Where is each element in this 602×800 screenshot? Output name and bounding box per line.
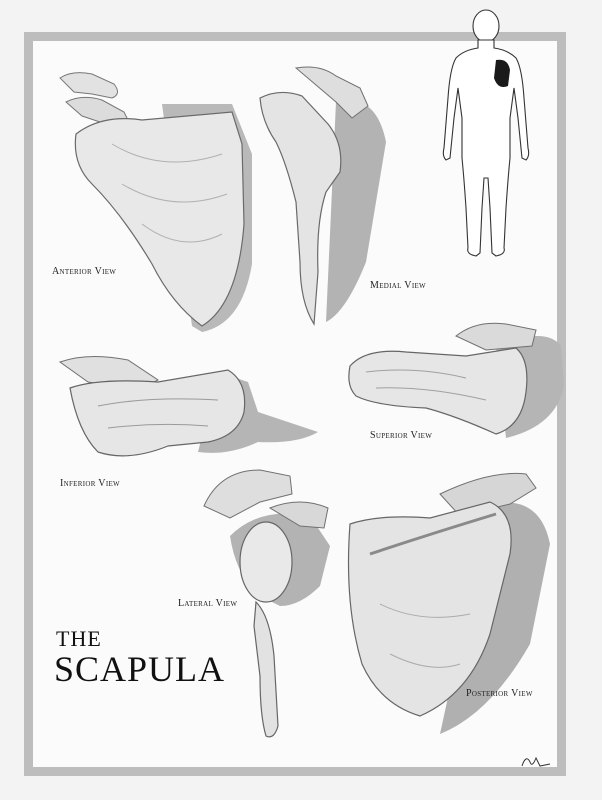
body-outline-figure [436, 8, 536, 260]
medial-view-label: Medial View [370, 280, 426, 291]
posterior-view-drawing [340, 464, 566, 744]
superior-view-drawing [346, 316, 576, 446]
anterior-view-drawing [52, 64, 252, 334]
lateral-view-label: Lateral View [178, 598, 238, 609]
inferior-view-label: Inferior View [60, 478, 120, 489]
artist-signature [520, 752, 552, 770]
medial-view-drawing [256, 62, 396, 332]
posterior-view-label: Posterior View [466, 688, 533, 699]
inferior-view-drawing [58, 352, 328, 482]
title-line-1: THE [56, 626, 102, 651]
page-title: SCAPULA [54, 649, 226, 689]
anterior-view-label: Anterior View [52, 266, 117, 277]
highlighted-scapula-region [494, 60, 510, 87]
superior-view-label: Superior View [370, 430, 433, 441]
